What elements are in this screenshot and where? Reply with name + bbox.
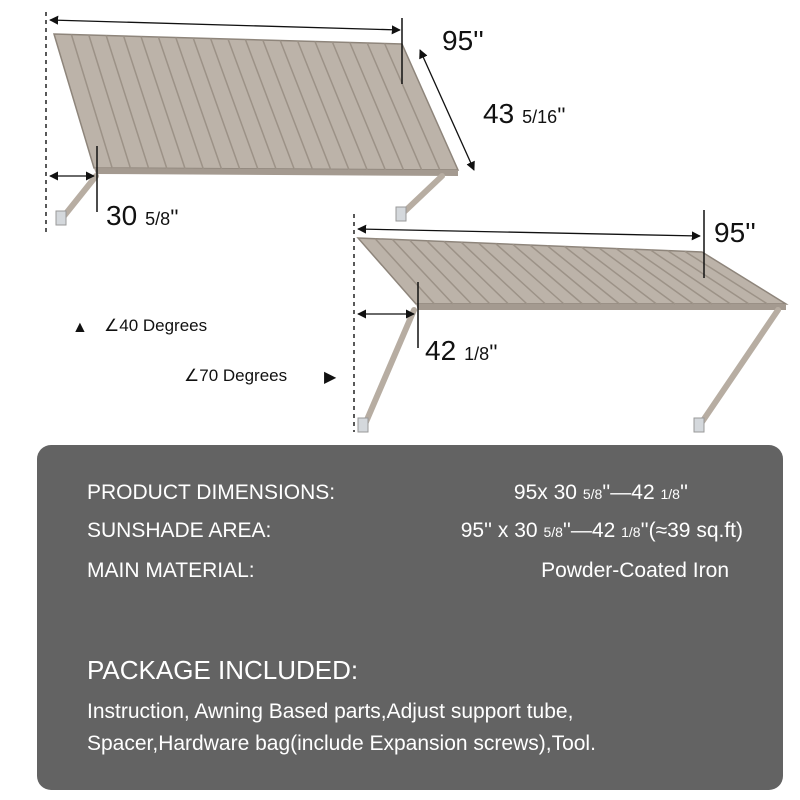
support-arm-left: [366, 310, 414, 422]
package-line-2: Spacer,Hardware bag(include Expansion screws),Tool.: [87, 732, 596, 755]
wall-bracket: [396, 207, 406, 221]
top-projection-label: 30 5/8'': [106, 200, 179, 231]
awning-bottom: [354, 210, 786, 432]
dimensions-row: [87, 481, 743, 509]
width-dimension-arrow: [358, 229, 700, 236]
area-value: 95'' x 30 5/8''—42 1/8''(≈39 sq.ft): [460, 519, 743, 542]
dimensions-value: 95x 30 5/8''—42 1/8'': [513, 481, 688, 504]
support-arm-right: [404, 176, 442, 212]
support-arm-right: [702, 310, 778, 422]
triangle-up-icon: ▲: [72, 319, 88, 336]
package-line-1: Instruction, Awning Based parts,Adjust support tube,: [87, 700, 574, 723]
area-label: SUNSHADE AREA:: [87, 519, 272, 542]
wall-bracket: [694, 418, 704, 432]
package-title: PACKAGE INCLUDED:: [87, 655, 359, 685]
top-slope-label: 43 5/16'': [483, 98, 566, 129]
wall-bracket: [56, 211, 66, 225]
bottom-projection-label: 42 1/8'': [425, 335, 498, 366]
triangle-right-icon: ▶: [324, 369, 337, 386]
bottom-width-label: 95'': [714, 217, 756, 248]
material-row: [87, 559, 743, 587]
dimensions-label: PRODUCT DIMENSIONS:: [87, 481, 336, 504]
support-arm-left: [64, 176, 96, 216]
angle-70-label: ∠70 Degrees: [184, 366, 288, 385]
width-dimension-arrow: [50, 20, 400, 30]
awning-top-panel: [54, 34, 458, 170]
top-width-label: 95'': [442, 25, 484, 56]
awning-bottom-front-edge: [416, 304, 786, 310]
angle-40-label: ∠40 Degrees: [104, 316, 208, 335]
specs-panel: [37, 445, 783, 790]
material-label: MAIN MATERIAL:: [87, 559, 255, 582]
material-value: Powder-Coated Iron: [541, 559, 729, 582]
wall-bracket: [358, 418, 368, 432]
awning-top: [46, 12, 566, 232]
area-row: [87, 519, 743, 547]
